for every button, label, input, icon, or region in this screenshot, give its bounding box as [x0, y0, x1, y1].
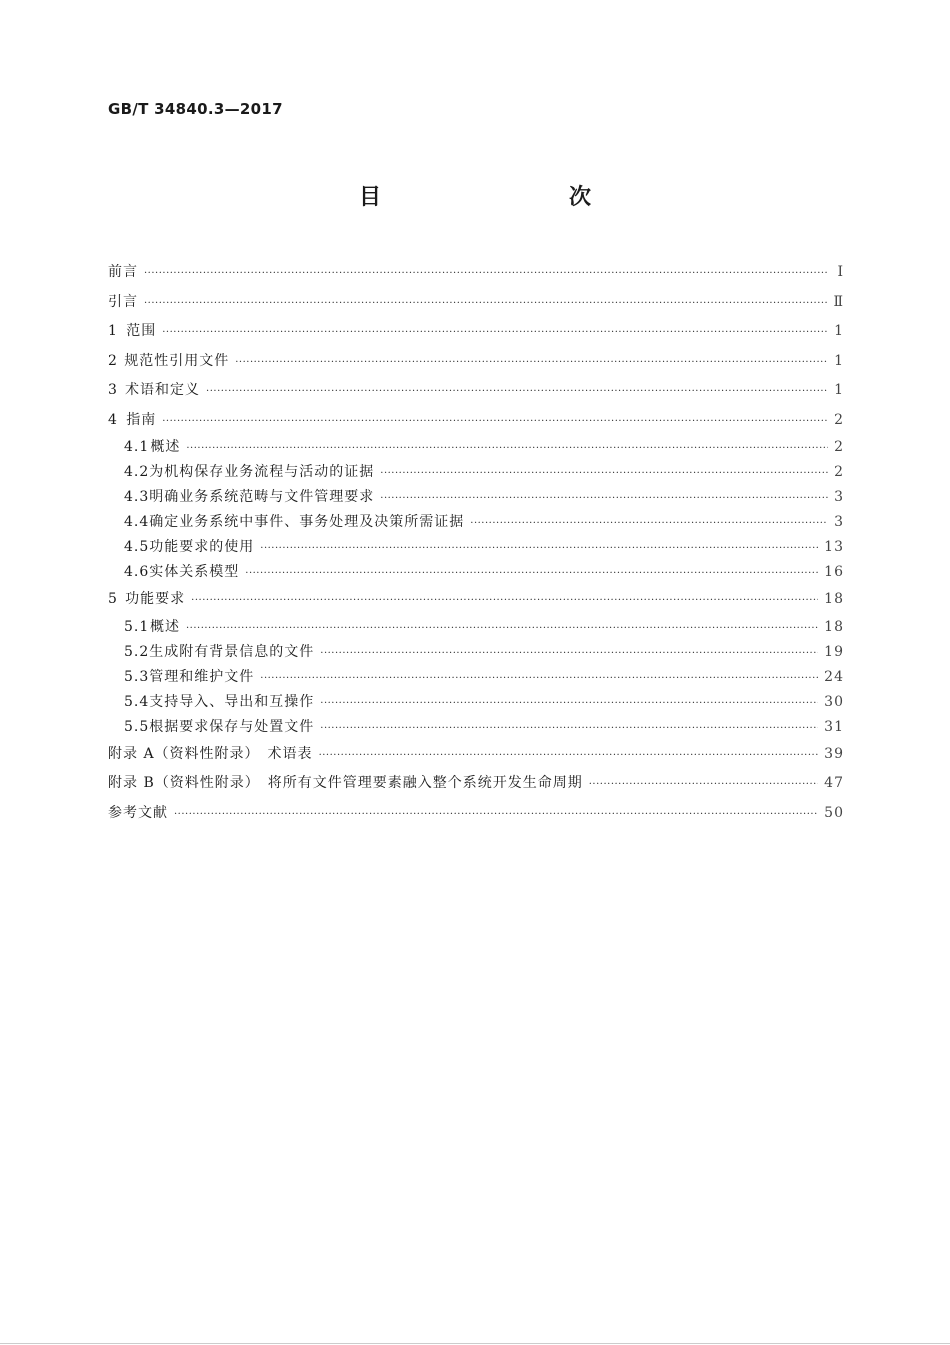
toc-entry-page-number: 2 [834, 411, 844, 428]
toc-entry[interactable] [108, 406, 844, 436]
toc-dot-leader [380, 486, 828, 511]
toc-entry-page-number: 24 [824, 668, 844, 685]
toc-entry-label: 为机构保存业务流程与活动的证据 [149, 464, 375, 480]
toc-entry-number: 3 [108, 382, 118, 398]
standard-code: GB/T 34840.3—2017 [108, 100, 283, 118]
page-bottom-divider [0, 1343, 950, 1344]
toc-entry[interactable] [108, 460, 844, 485]
toc-entry-number: 5.3 [124, 668, 150, 685]
toc-entry-number: 5.4 [124, 693, 150, 710]
toc-entry-number: 2 [108, 352, 118, 369]
toc-dot-leader [174, 800, 818, 830]
toc-entry-page-number: Ⅱ [833, 293, 844, 310]
toc-entry[interactable] [108, 640, 844, 665]
toc-entry-number: 4.3 [124, 489, 150, 505]
toc-entry-label: 前言 [108, 264, 138, 280]
toc-entry-label: 参考文献 [108, 804, 168, 821]
toc-entry[interactable] [108, 665, 844, 690]
toc-dot-leader [162, 407, 828, 437]
toc-entry-label: 根据要求保存与处置文件 [149, 718, 315, 735]
toc-entry[interactable] [108, 715, 844, 740]
toc-entry[interactable] [108, 258, 844, 288]
toc-title: 目 次 [358, 185, 639, 210]
toc-entry-page-number: 19 [824, 643, 844, 660]
toc-entry-label: 实体关系模型 [149, 564, 240, 580]
toc-entry[interactable] [108, 585, 844, 615]
toc-entry-label: 确定业务系统中事件、事务处理及决策所需证据 [149, 514, 465, 530]
toc-entry-page-number: 30 [824, 693, 844, 710]
toc-entry-label: 引言 [108, 293, 138, 310]
toc-entry-page-number: 13 [824, 539, 844, 555]
toc-entry-label: 术语和定义 [125, 382, 201, 398]
toc-entry-page-number: 50 [824, 804, 844, 821]
toc-entry-number: 5 [108, 591, 118, 607]
toc-dot-leader [144, 259, 828, 289]
toc-entry[interactable] [108, 560, 844, 585]
toc-dot-leader [320, 716, 818, 741]
toc-dot-leader [186, 616, 818, 641]
toc-entry-label: 生成附有背景信息的文件 [149, 643, 315, 660]
toc-entry-label: 指南 [126, 411, 157, 428]
toc-entry-label: 支持导入、导出和互操作 [149, 693, 315, 710]
toc-entry-number: 4.1 [124, 439, 150, 455]
toc-entry-page-number: 47 [824, 775, 844, 791]
toc-dot-leader [589, 770, 818, 800]
toc-entry[interactable] [108, 317, 844, 347]
toc-entry-page-number: 18 [824, 591, 844, 607]
toc-dot-leader [470, 511, 828, 536]
toc-entry[interactable] [108, 690, 844, 715]
toc-entry-number: 4.5 [124, 539, 150, 555]
toc-entry[interactable] [108, 615, 844, 640]
toc-entry-page-number: 3 [834, 489, 844, 505]
toc-dot-leader [260, 666, 818, 691]
toc-entry-label: 附录 B（资料性附录） 将所有文件管理要素融入整个系统开发生命周期 [108, 775, 583, 791]
toc-dot-leader [320, 691, 818, 716]
toc-entry-page-number: 2 [834, 439, 844, 455]
toc-entry-label: 管理和维护文件 [149, 668, 255, 685]
toc-entry-label: 概述 [150, 439, 181, 455]
toc-dot-leader [186, 436, 828, 461]
toc-entry-number: 5.1 [124, 618, 150, 635]
toc-entry-number: 5.5 [124, 718, 150, 735]
toc-entry-page-number: 18 [824, 618, 844, 635]
toc-entry[interactable] [108, 740, 844, 770]
toc-entry-number: 5.2 [124, 643, 150, 660]
toc-entry-label: 概述 [149, 618, 180, 635]
toc-entry-label: 范围 [126, 323, 157, 339]
toc-entry-label: 功能要求的使用 [149, 539, 255, 555]
toc-entry-number: 4.6 [124, 564, 150, 580]
toc-entry[interactable] [108, 485, 844, 510]
toc-entry[interactable] [108, 769, 844, 799]
toc-dot-leader [319, 741, 819, 771]
toc-entry-label: 明确业务系统范畴与文件管理要求 [149, 489, 375, 505]
toc-dot-leader [260, 536, 818, 561]
toc-entry[interactable] [108, 347, 844, 377]
toc-entry[interactable] [108, 799, 844, 829]
toc-entry-number: 4 [108, 411, 118, 428]
toc-dot-leader [235, 348, 828, 378]
toc-entry-page-number: 2 [834, 464, 844, 480]
toc-entry[interactable] [108, 288, 844, 318]
toc-entry-label: 附录 A（资料性附录） 术语表 [108, 745, 313, 762]
toc-entry-page-number: 31 [824, 718, 844, 735]
toc-entry[interactable] [108, 435, 844, 460]
toc-entry-page-number: 39 [824, 745, 844, 762]
toc-entry-page-number: 16 [824, 564, 844, 580]
toc-entry-page-number: 3 [834, 514, 844, 530]
toc-entry[interactable] [108, 510, 844, 535]
toc-dot-leader [380, 461, 828, 486]
table-of-contents [108, 258, 844, 828]
toc-entry-number: 4.4 [124, 514, 150, 530]
toc-dot-leader [206, 377, 828, 407]
toc-dot-leader [245, 561, 818, 586]
toc-dot-leader [320, 641, 818, 666]
toc-entry[interactable] [108, 535, 844, 560]
toc-entry-page-number: 1 [834, 323, 844, 339]
toc-dot-leader [144, 289, 827, 319]
toc-dot-leader [162, 318, 828, 348]
toc-entry[interactable] [108, 376, 844, 406]
toc-entry-label: 规范性引用文件 [124, 352, 230, 369]
toc-entry-label: 功能要求 [125, 591, 186, 607]
toc-entry-number: 1 [108, 323, 118, 339]
toc-entry-page-number: Ⅰ [837, 264, 844, 280]
toc-entry-number: 4.2 [124, 464, 150, 480]
toc-entry-page-number: 1 [834, 382, 844, 398]
toc-entry-page-number: 1 [834, 352, 844, 369]
toc-dot-leader [191, 586, 818, 616]
